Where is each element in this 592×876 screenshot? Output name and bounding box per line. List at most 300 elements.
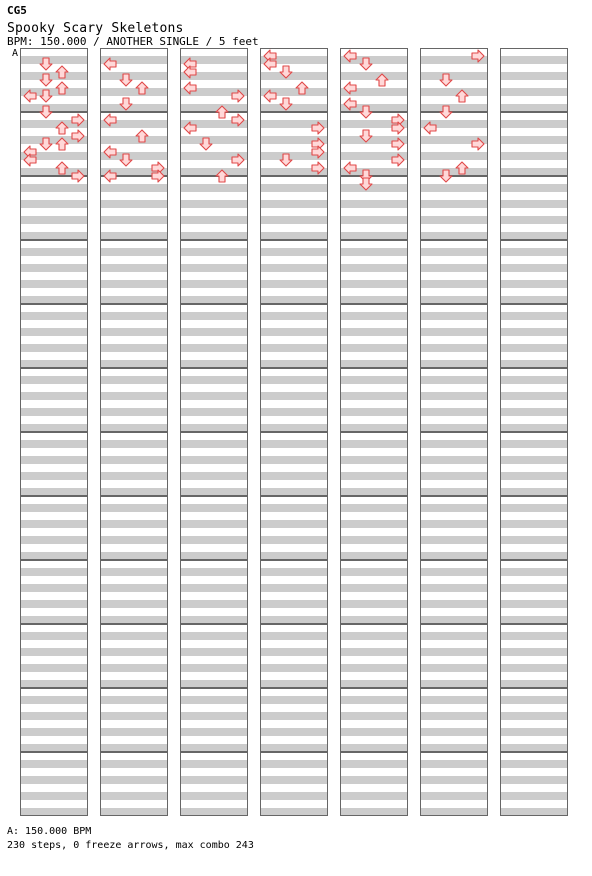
beat-stripe bbox=[340, 280, 408, 288]
beat-stripe bbox=[100, 88, 168, 96]
measure bbox=[420, 369, 488, 433]
measure bbox=[100, 433, 168, 497]
measure bbox=[500, 49, 568, 113]
beat-stripe bbox=[500, 136, 568, 144]
measure bbox=[180, 177, 248, 241]
beat-stripe bbox=[420, 248, 488, 256]
beat-stripe bbox=[500, 72, 568, 80]
beat-stripe bbox=[100, 536, 168, 544]
beat-stripe bbox=[340, 376, 408, 384]
beat-stripe bbox=[180, 136, 248, 144]
beat-stripe bbox=[20, 584, 88, 592]
beat-stripe bbox=[340, 520, 408, 528]
beat-stripe bbox=[260, 488, 328, 496]
beat-stripe bbox=[260, 376, 328, 384]
measure bbox=[420, 305, 488, 369]
beat-stripe bbox=[180, 600, 248, 608]
measure bbox=[100, 689, 168, 753]
beat-stripe bbox=[20, 104, 88, 112]
beat-stripe bbox=[100, 392, 168, 400]
beat-stripe bbox=[500, 808, 568, 816]
beat-stripe bbox=[100, 264, 168, 272]
beat-stripe bbox=[20, 680, 88, 688]
beat-stripe bbox=[100, 440, 168, 448]
beat-stripe bbox=[500, 760, 568, 768]
beat-stripe bbox=[100, 648, 168, 656]
measure bbox=[100, 369, 168, 433]
beat-stripe bbox=[260, 248, 328, 256]
beat-stripe bbox=[500, 552, 568, 560]
beat-stripe bbox=[100, 568, 168, 576]
beat-stripe bbox=[180, 184, 248, 192]
beat-stripe bbox=[420, 392, 488, 400]
beat-stripe bbox=[420, 664, 488, 672]
chart-column bbox=[500, 49, 568, 817]
measure bbox=[260, 753, 328, 817]
beat-stripe bbox=[420, 616, 488, 624]
measure bbox=[340, 689, 408, 753]
measure bbox=[260, 369, 328, 433]
beat-stripe bbox=[100, 584, 168, 592]
beat-stripe bbox=[260, 312, 328, 320]
beat-stripe bbox=[180, 792, 248, 800]
beat-stripe bbox=[500, 232, 568, 240]
beat-stripe bbox=[20, 568, 88, 576]
beat-stripe bbox=[420, 344, 488, 352]
beat-stripe bbox=[420, 360, 488, 368]
beat-stripe bbox=[340, 248, 408, 256]
beat-stripe bbox=[260, 680, 328, 688]
measure bbox=[20, 625, 88, 689]
beat-stripe bbox=[500, 264, 568, 272]
measure bbox=[20, 305, 88, 369]
beat-stripe bbox=[420, 328, 488, 336]
beat-stripe bbox=[100, 600, 168, 608]
beat-stripe bbox=[100, 520, 168, 528]
beat-stripe bbox=[100, 680, 168, 688]
beat-stripe bbox=[180, 424, 248, 432]
measure bbox=[260, 305, 328, 369]
beat-stripe bbox=[260, 712, 328, 720]
beat-stripe bbox=[180, 312, 248, 320]
beat-stripe bbox=[20, 792, 88, 800]
beat-stripe bbox=[420, 600, 488, 608]
beat-stripe bbox=[420, 424, 488, 432]
beat-stripe bbox=[260, 584, 328, 592]
measure bbox=[340, 369, 408, 433]
beat-stripe bbox=[260, 328, 328, 336]
chart-column bbox=[420, 49, 488, 817]
bpm-legend: A: 150.000 BPM bbox=[7, 826, 92, 837]
beat-stripe bbox=[180, 664, 248, 672]
beat-stripe bbox=[20, 616, 88, 624]
beat-stripe bbox=[340, 616, 408, 624]
beat-stripe bbox=[260, 648, 328, 656]
beat-stripe bbox=[260, 568, 328, 576]
beat-stripe bbox=[260, 104, 328, 112]
measure bbox=[500, 177, 568, 241]
beat-stripe bbox=[500, 200, 568, 208]
beat-stripe bbox=[340, 648, 408, 656]
beat-stripe bbox=[100, 136, 168, 144]
beat-stripe bbox=[420, 536, 488, 544]
beat-stripe bbox=[180, 232, 248, 240]
beat-stripe bbox=[20, 536, 88, 544]
beat-stripe bbox=[260, 232, 328, 240]
beat-stripe bbox=[180, 376, 248, 384]
beat-stripe bbox=[500, 616, 568, 624]
beat-stripe bbox=[260, 296, 328, 304]
beat-stripe bbox=[420, 472, 488, 480]
beat-stripe bbox=[20, 216, 88, 224]
beat-stripe bbox=[500, 776, 568, 784]
beat-stripe bbox=[500, 360, 568, 368]
beat-stripe bbox=[260, 216, 328, 224]
beat-stripe bbox=[260, 184, 328, 192]
measure bbox=[500, 241, 568, 305]
beat-stripe bbox=[260, 392, 328, 400]
beat-stripe bbox=[420, 216, 488, 224]
beat-stripe bbox=[180, 632, 248, 640]
beat-stripe bbox=[420, 168, 488, 176]
chart-code: CG5 bbox=[7, 4, 27, 17]
beat-stripe bbox=[340, 680, 408, 688]
beat-stripe bbox=[340, 760, 408, 768]
measure bbox=[500, 497, 568, 561]
beat-stripe bbox=[500, 568, 568, 576]
beat-stripe bbox=[500, 376, 568, 384]
beat-stripe bbox=[260, 760, 328, 768]
beat-stripe bbox=[260, 664, 328, 672]
beat-stripe bbox=[180, 200, 248, 208]
beat-stripe bbox=[180, 296, 248, 304]
beat-stripe bbox=[180, 616, 248, 624]
beat-stripe bbox=[340, 504, 408, 512]
measure bbox=[100, 753, 168, 817]
beat-stripe bbox=[180, 456, 248, 464]
beat-stripe bbox=[420, 584, 488, 592]
beat-stripe bbox=[180, 728, 248, 736]
beat-stripe bbox=[500, 424, 568, 432]
measure bbox=[180, 433, 248, 497]
measure bbox=[180, 241, 248, 305]
beat-stripe bbox=[180, 552, 248, 560]
beat-stripe bbox=[420, 296, 488, 304]
beat-stripe bbox=[100, 408, 168, 416]
beat-stripe bbox=[500, 408, 568, 416]
beat-stripe bbox=[420, 712, 488, 720]
measure bbox=[260, 689, 328, 753]
measure bbox=[100, 305, 168, 369]
beat-stripe bbox=[340, 184, 408, 192]
beat-stripe bbox=[340, 536, 408, 544]
beat-stripe bbox=[20, 360, 88, 368]
beat-stripe bbox=[100, 456, 168, 464]
beat-stripe bbox=[20, 440, 88, 448]
beat-stripe bbox=[340, 424, 408, 432]
beat-stripe bbox=[500, 744, 568, 752]
beat-stripe bbox=[340, 568, 408, 576]
beat-stripe bbox=[420, 456, 488, 464]
beat-stripe bbox=[180, 744, 248, 752]
beat-stripe bbox=[180, 648, 248, 656]
measure bbox=[260, 625, 328, 689]
beat-stripe bbox=[260, 744, 328, 752]
beat-stripe bbox=[20, 712, 88, 720]
beat-stripe bbox=[20, 184, 88, 192]
beat-stripe bbox=[20, 744, 88, 752]
beat-stripe bbox=[20, 72, 88, 80]
beat-stripe bbox=[180, 104, 248, 112]
measure bbox=[500, 305, 568, 369]
beat-stripe bbox=[420, 760, 488, 768]
beat-stripe bbox=[500, 696, 568, 704]
beat-stripe bbox=[340, 360, 408, 368]
beat-stripe bbox=[180, 584, 248, 592]
beat-stripe bbox=[180, 472, 248, 480]
beat-stripe bbox=[180, 808, 248, 816]
measure bbox=[180, 497, 248, 561]
beat-stripe bbox=[420, 808, 488, 816]
beat-stripe bbox=[420, 184, 488, 192]
measure bbox=[500, 625, 568, 689]
beat-stripe bbox=[100, 328, 168, 336]
beat-stripe bbox=[180, 168, 248, 176]
beat-stripe bbox=[20, 552, 88, 560]
beat-stripe bbox=[260, 472, 328, 480]
beat-stripe bbox=[100, 248, 168, 256]
beat-stripe bbox=[340, 696, 408, 704]
beat-stripe bbox=[100, 424, 168, 432]
beat-stripe bbox=[500, 440, 568, 448]
beat-stripe bbox=[500, 88, 568, 96]
beat-stripe bbox=[340, 792, 408, 800]
beat-stripe bbox=[260, 616, 328, 624]
beat-stripe bbox=[20, 760, 88, 768]
beat-stripe bbox=[20, 248, 88, 256]
beat-stripe bbox=[420, 568, 488, 576]
measure bbox=[340, 305, 408, 369]
measure bbox=[500, 433, 568, 497]
beat-stripe bbox=[420, 200, 488, 208]
beat-stripe bbox=[260, 440, 328, 448]
beat-stripe bbox=[420, 504, 488, 512]
beat-stripe bbox=[180, 504, 248, 512]
beat-stripe bbox=[100, 104, 168, 112]
beat-stripe bbox=[500, 328, 568, 336]
beat-stripe bbox=[20, 664, 88, 672]
beat-stripe bbox=[500, 472, 568, 480]
measure bbox=[20, 177, 88, 241]
beat-stripe bbox=[500, 168, 568, 176]
measure bbox=[260, 497, 328, 561]
beat-stripe bbox=[180, 344, 248, 352]
beat-stripe bbox=[100, 344, 168, 352]
beat-stripe bbox=[500, 792, 568, 800]
beat-stripe bbox=[20, 296, 88, 304]
measure bbox=[340, 753, 408, 817]
measure bbox=[180, 689, 248, 753]
beat-stripe bbox=[420, 696, 488, 704]
beat-stripe bbox=[500, 184, 568, 192]
beat-stripe bbox=[420, 312, 488, 320]
beat-stripe bbox=[20, 56, 88, 64]
beat-stripe bbox=[100, 184, 168, 192]
beat-stripe bbox=[420, 88, 488, 96]
beat-stripe bbox=[180, 408, 248, 416]
beat-stripe bbox=[500, 456, 568, 464]
beat-stripe bbox=[260, 424, 328, 432]
beat-stripe bbox=[20, 696, 88, 704]
chart-info: BPM: 150.000 / ANOTHER SINGLE / 5 feet bbox=[7, 35, 259, 48]
beat-stripe bbox=[260, 792, 328, 800]
beat-stripe bbox=[420, 232, 488, 240]
beat-stripe bbox=[420, 648, 488, 656]
beat-stripe bbox=[100, 792, 168, 800]
beat-stripe bbox=[340, 232, 408, 240]
beat-stripe bbox=[420, 632, 488, 640]
beat-stripe bbox=[180, 392, 248, 400]
beat-stripe bbox=[500, 312, 568, 320]
beat-stripe bbox=[500, 216, 568, 224]
beat-stripe bbox=[260, 600, 328, 608]
measure bbox=[340, 241, 408, 305]
beat-stripe bbox=[20, 408, 88, 416]
beat-stripe bbox=[180, 696, 248, 704]
beat-stripe bbox=[420, 280, 488, 288]
beat-stripe bbox=[260, 200, 328, 208]
measure bbox=[340, 497, 408, 561]
beat-stripe bbox=[180, 488, 248, 496]
measure bbox=[180, 369, 248, 433]
beat-stripe bbox=[180, 680, 248, 688]
measure bbox=[100, 177, 168, 241]
measure bbox=[420, 497, 488, 561]
beat-stripe bbox=[20, 632, 88, 640]
measure bbox=[420, 753, 488, 817]
beat-stripe bbox=[100, 488, 168, 496]
beat-stripe bbox=[340, 200, 408, 208]
beat-stripe bbox=[180, 440, 248, 448]
beat-stripe bbox=[340, 584, 408, 592]
beat-stripe bbox=[100, 760, 168, 768]
beat-stripe bbox=[340, 328, 408, 336]
beat-stripe bbox=[340, 264, 408, 272]
beat-stripe bbox=[340, 600, 408, 608]
beat-stripe bbox=[260, 344, 328, 352]
beat-stripe bbox=[100, 696, 168, 704]
beat-stripe bbox=[100, 200, 168, 208]
beat-stripe bbox=[500, 504, 568, 512]
beat-stripe bbox=[100, 808, 168, 816]
measure bbox=[20, 433, 88, 497]
measure bbox=[180, 753, 248, 817]
beat-stripe bbox=[100, 664, 168, 672]
beat-stripe bbox=[180, 520, 248, 528]
measure bbox=[500, 689, 568, 753]
beat-stripe bbox=[260, 264, 328, 272]
measure bbox=[20, 497, 88, 561]
measure bbox=[500, 753, 568, 817]
beat-stripe bbox=[260, 360, 328, 368]
beat-stripe bbox=[420, 680, 488, 688]
beat-stripe bbox=[420, 440, 488, 448]
beat-stripe bbox=[20, 472, 88, 480]
beat-stripe bbox=[340, 712, 408, 720]
beat-stripe bbox=[20, 808, 88, 816]
beat-stripe bbox=[500, 152, 568, 160]
beat-stripe bbox=[500, 680, 568, 688]
beat-stripe bbox=[500, 296, 568, 304]
beat-stripe bbox=[20, 200, 88, 208]
beat-stripe bbox=[20, 728, 88, 736]
beat-stripe bbox=[500, 392, 568, 400]
measure bbox=[260, 433, 328, 497]
beat-stripe bbox=[500, 536, 568, 544]
beat-stripe bbox=[100, 616, 168, 624]
beat-stripe bbox=[500, 600, 568, 608]
beat-stripe bbox=[100, 632, 168, 640]
beat-stripe bbox=[260, 536, 328, 544]
beat-stripe bbox=[260, 632, 328, 640]
measure bbox=[20, 561, 88, 625]
beat-stripe bbox=[420, 152, 488, 160]
beat-stripe bbox=[100, 376, 168, 384]
beat-stripe bbox=[420, 408, 488, 416]
beat-stripe bbox=[260, 520, 328, 528]
beat-stripe bbox=[20, 648, 88, 656]
measure bbox=[340, 625, 408, 689]
beat-stripe bbox=[500, 488, 568, 496]
beat-stripe bbox=[260, 280, 328, 288]
beat-stripe bbox=[420, 552, 488, 560]
beat-stripe bbox=[100, 728, 168, 736]
beat-stripe bbox=[340, 744, 408, 752]
measure bbox=[180, 625, 248, 689]
beat-stripe bbox=[260, 696, 328, 704]
beat-stripe bbox=[20, 392, 88, 400]
beat-stripe bbox=[100, 504, 168, 512]
beat-stripe bbox=[260, 808, 328, 816]
beat-stripe bbox=[500, 520, 568, 528]
beat-stripe bbox=[100, 776, 168, 784]
measure bbox=[500, 369, 568, 433]
beat-stripe bbox=[340, 312, 408, 320]
chart-stats: 230 steps, 0 freeze arrows, max combo 243 bbox=[7, 840, 254, 851]
measure bbox=[260, 561, 328, 625]
beat-stripe bbox=[100, 712, 168, 720]
beat-stripe bbox=[340, 488, 408, 496]
beat-stripe bbox=[500, 728, 568, 736]
beat-stripe bbox=[100, 232, 168, 240]
beat-stripe bbox=[500, 664, 568, 672]
beat-stripe bbox=[100, 296, 168, 304]
measure bbox=[180, 561, 248, 625]
beat-stripe bbox=[260, 504, 328, 512]
beat-stripe bbox=[20, 600, 88, 608]
beat-stripe bbox=[100, 360, 168, 368]
beat-stripe bbox=[340, 472, 408, 480]
beat-stripe bbox=[500, 120, 568, 128]
beat-stripe bbox=[340, 344, 408, 352]
beat-stripe bbox=[500, 712, 568, 720]
beat-stripe bbox=[180, 280, 248, 288]
measure bbox=[420, 625, 488, 689]
beat-stripe bbox=[340, 392, 408, 400]
measure bbox=[20, 689, 88, 753]
measure bbox=[420, 689, 488, 753]
beat-stripe bbox=[500, 56, 568, 64]
